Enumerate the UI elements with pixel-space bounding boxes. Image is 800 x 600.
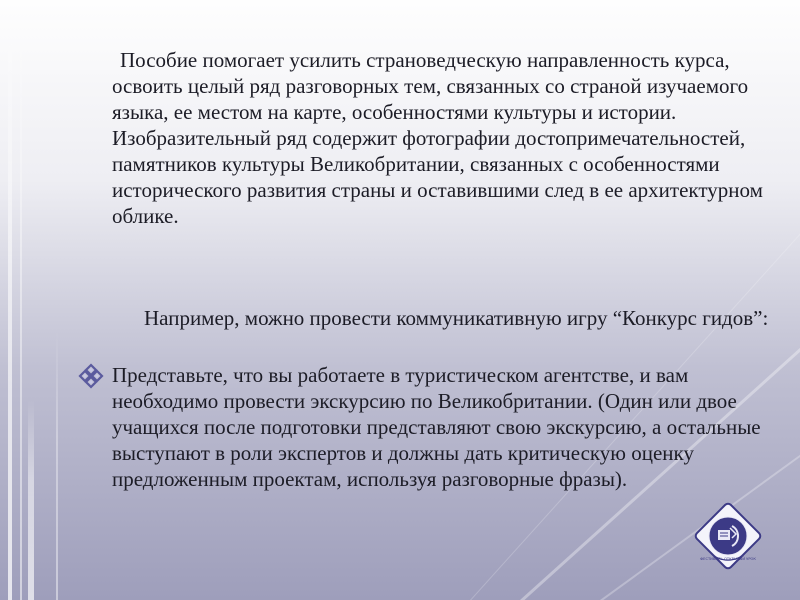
example-paragraph-text: Например, можно провести коммуникативную игру “Конкурс гидов”: bbox=[144, 306, 769, 330]
intro-paragraph-text: Пособие помогает усилить страноведческую направленность курса, освоить целый ряд разговорных тем, связанных со страной изучаемого языка, ее местом на карте, особенностями культуры и истории. Изобразительный ряд содержит фотографии достопримечательностей, памятников культуры Великобритании, связанных с особенностями исторического развития страны и оставившими след в ее архитектурном облике. bbox=[112, 48, 763, 228]
background-streak bbox=[56, 330, 58, 600]
intro-paragraph bbox=[112, 47, 782, 229]
example-paragraph bbox=[112, 305, 782, 331]
diamond-bullet-icon bbox=[78, 363, 104, 389]
background-streak bbox=[20, 0, 22, 600]
bullet-text: Представьте, что вы работаете в туристическом агентстве, и вам необходимо провести экскурсию по Великобритании. (Один или двое учащихся после подготовки представляют свою экскурсию, а остальные выступают в роли экспертов и должны дать критическую оценку предложенным проектам, используя разговорные фразы). bbox=[112, 363, 761, 491]
background-streak bbox=[8, 0, 12, 600]
background-streak bbox=[28, 400, 34, 600]
bullet-list-item bbox=[78, 362, 778, 492]
school-emblem-logo bbox=[692, 500, 764, 572]
logo-ring-text: ФЕСТИВАЛЬ ОТКРЫТЫЙ УРОК bbox=[700, 557, 756, 561]
